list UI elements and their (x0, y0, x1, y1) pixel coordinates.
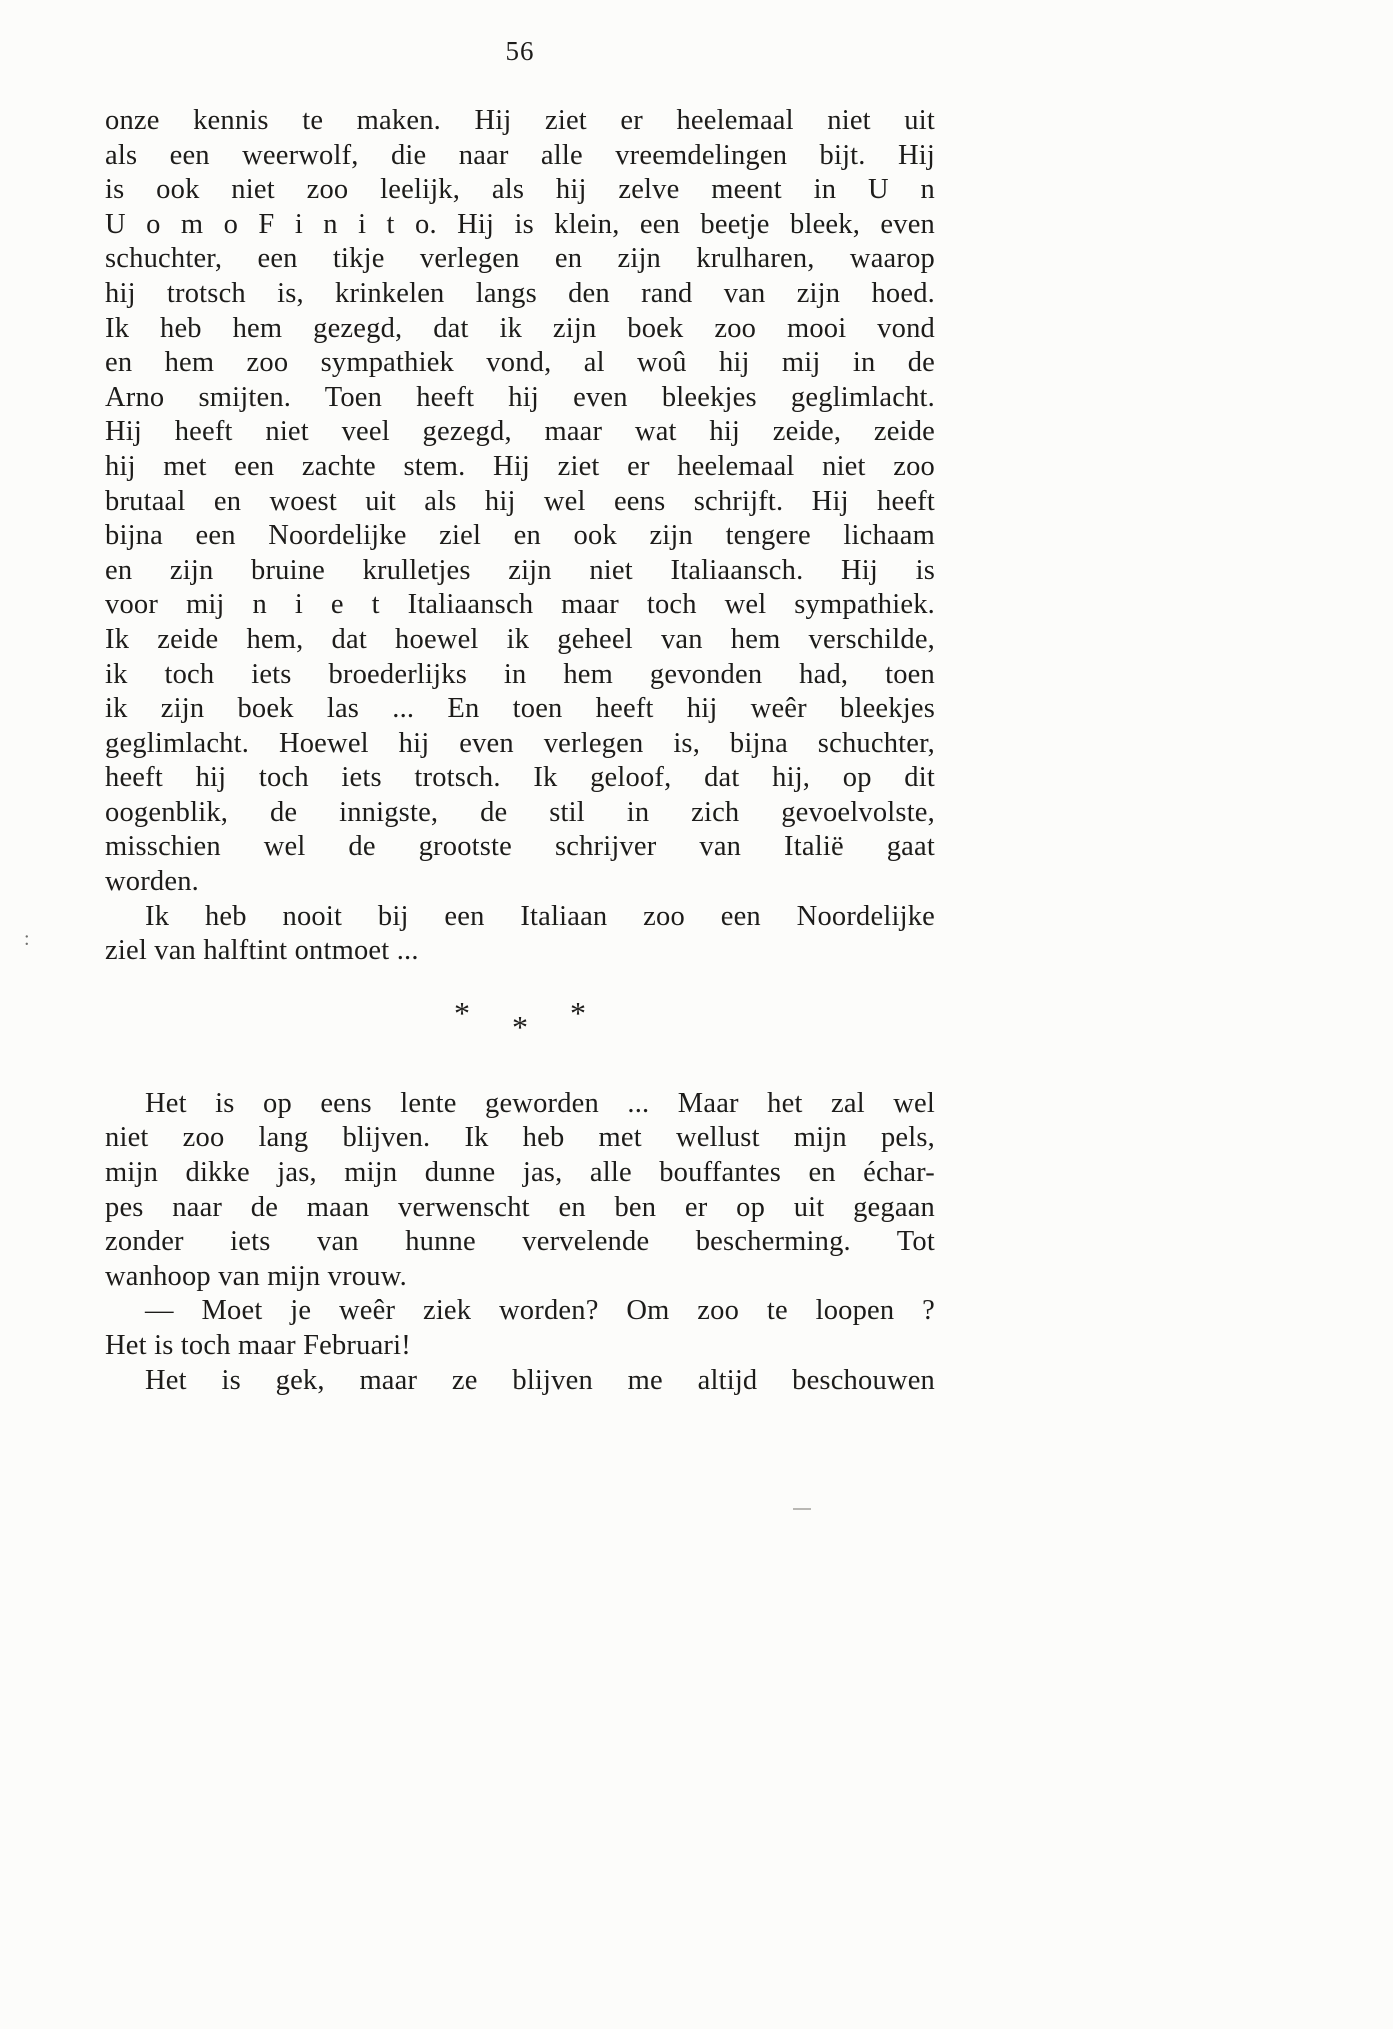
text-line: zonder iets van hunne vervelende bescherming. Tot (105, 1226, 935, 1258)
text-line: Ik zeide hem, dat hoewel ik geheel van hem verschilde, (105, 623, 935, 655)
text-line: mijn dikke jas, mijn dunne jas, alle bouffantes en échar- (105, 1157, 935, 1189)
text-line: brutaal en woest uit als hij wel eens schrijft. Hij heeft (105, 485, 935, 517)
paragraph (105, 900, 935, 969)
asterisk: * (570, 994, 586, 1031)
text-line: en zijn bruine krulletjes zijn niet Italiaansch. Hij is (105, 554, 935, 586)
text-line: onze kennis te maken. Hij ziet er heelemaal niet uit (105, 105, 935, 136)
text-line: worden. (105, 866, 199, 898)
text-line: bijna een Noordelijke ziel en ook zijn tengere lichaam (105, 520, 935, 552)
text-line: Het is gek, maar ze blijven me altijd beschouwen (145, 1364, 935, 1396)
text-line: heeft hij toch iets trotsch. Ik geloof, dat hij, op dit (105, 762, 935, 794)
text-line: niet zoo lang blijven. Ik heb met wellust mijn pels, (105, 1122, 935, 1154)
scan-artifact-dash (793, 1508, 811, 1510)
text-line: Ik heb hem gezegd, dat ik zijn boek zoo mooi vond (105, 312, 935, 344)
text-line: — Moet je weêr ziek worden? Om zoo te loopen ? (145, 1295, 935, 1327)
text-line: is ook niet zoo leelijk, als hij zelve meent in U n (105, 174, 935, 206)
scan-artifact-speck: : (24, 928, 30, 950)
text-line: voor mij n i e t Italiaansch maar toch wel sympathiek. (105, 589, 935, 621)
text-line: Hij heeft niet veel gezegd, maar wat hij zeide, zeide (105, 416, 935, 448)
text-line: Het is toch maar Februari! (105, 1330, 411, 1361)
text-line: geglimlacht. Hoewel hij even verlegen is, bijna schuchter, (105, 727, 935, 759)
text-line: en hem zoo sympathiek vond, al woû hij mij in de (105, 347, 935, 379)
text-line: Het is op eens lente geworden ... Maar het zal wel (145, 1087, 935, 1119)
paragraph (105, 1364, 935, 1399)
text-line: als een weerwolf, die naar alle vreemdelingen bijt. Hij (105, 139, 935, 171)
paragraph (105, 104, 935, 900)
text-line: oogenblik, de innigste, de stil in zich gevoelvolste, (105, 796, 935, 828)
text-line: U o m o F i n i t o. Hij is klein, een beetje bleek, even (105, 208, 935, 240)
text-line: schuchter, een tikje verlegen en zijn krulharen, waarop (105, 243, 935, 275)
text-line: ziel van halftint ontmoet ... (105, 935, 419, 967)
text-line: Arno smijten. Toen heeft hij even bleekjes geglimlacht. (105, 381, 935, 413)
asterisk: * (512, 1008, 528, 1045)
text-line: pes naar de maan verwenscht en ben er op uit gegaan (105, 1191, 935, 1223)
text-block (105, 104, 935, 1398)
asterisk: * (454, 994, 470, 1031)
text-line: Ik heb nooit bij een Italiaan zoo een Noordelijke (145, 900, 935, 932)
text-line: misschien wel de grootste schrijver van Italië gaat (105, 831, 935, 863)
text-line: ik zijn boek las ... En toen heeft hij weêr bleekjes (105, 693, 935, 725)
page-number: 56 (505, 36, 535, 66)
text-line: hij trotsch is, krinkelen langs den rand van zijn hoed. (105, 277, 935, 309)
section-separator (105, 995, 935, 1045)
text-line: hij met een zachte stem. Hij ziet er heelemaal niet zoo (105, 450, 935, 482)
text-line: ik toch iets broederlijks in hem gevonden had, toen (105, 658, 935, 690)
paragraph (105, 1294, 935, 1363)
text-line: wanhoop van mijn vrouw. (105, 1260, 407, 1292)
paragraph (105, 1087, 935, 1295)
